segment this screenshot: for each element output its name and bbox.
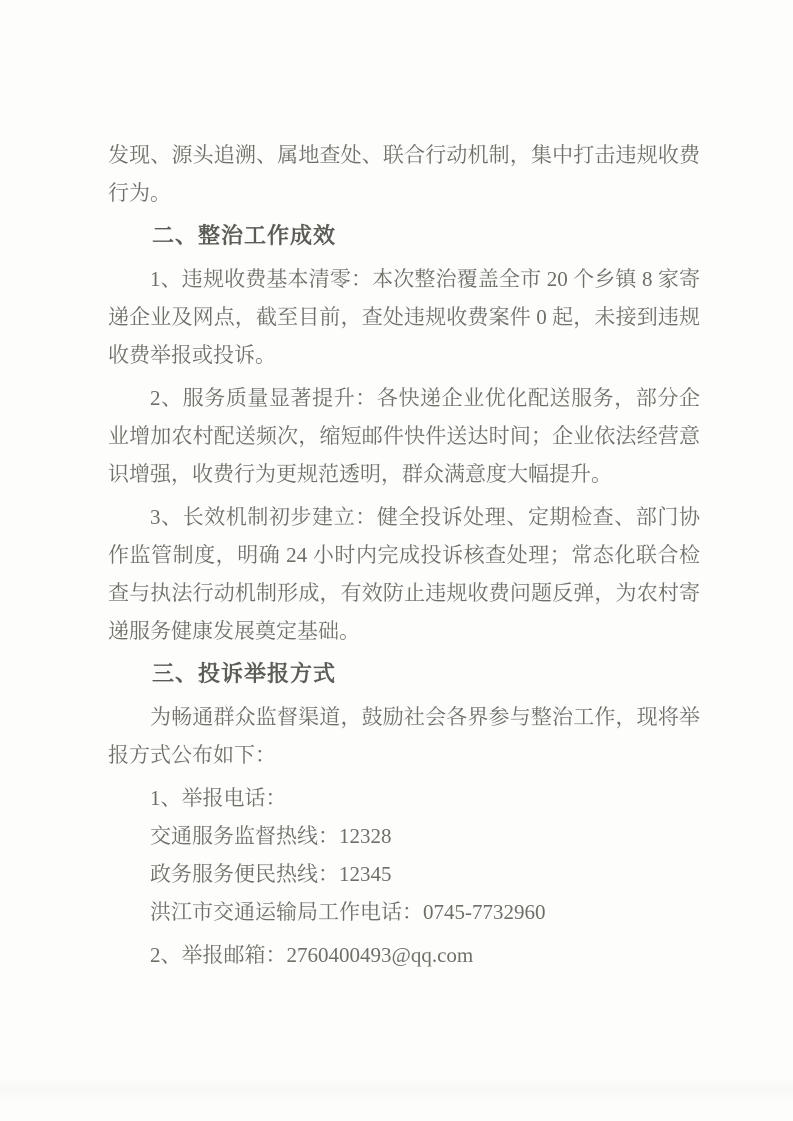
para-service-quality-line: 2、服务质量显著提升：各快递企业优化配送服务，部分企: [150, 386, 700, 410]
document-text-block: [108, 136, 700, 974]
para-announcement-line: 报方式公布如下：: [108, 743, 276, 767]
para-long-term-mechanism-line: 查与执法行动机制形成，有效防止违规收费问题反弹，为农村寄: [108, 581, 700, 605]
para-service-quality-line: 业增加农村配送频次，缩短邮件快件送达时间；企业依法经营意: [108, 424, 700, 448]
para-long-term-mechanism-line: 递服务健康发展奠定基础。: [108, 619, 360, 643]
body-line-paragraph-end: 行为。: [108, 181, 171, 205]
para-long-term-mechanism-line: 3、长效机制初步建立：健全投诉处理、定期检查、部门协: [150, 505, 700, 529]
report-phone-label-line: 1、举报电话：: [150, 786, 287, 810]
scan-artifact-band: [0, 1077, 793, 1103]
section-heading-complaint-channels: 三、投诉举报方式: [152, 661, 337, 686]
hotline-12345-line: 政务服务便民热线：12345: [150, 862, 392, 886]
para-service-quality-line: 识增强，收费行为更规范透明，群众满意度大幅提升。: [108, 462, 612, 486]
report-email-line: 2、举报邮箱：2760400493@qq.com: [150, 943, 474, 967]
bureau-phone-line: 洪江市交通运输局工作电话：0745-7732960: [150, 900, 546, 924]
para-fee-zero-line: 递企业及网点，截至目前，查处违规收费案件 0 起，未接到违规: [108, 305, 700, 329]
para-announcement-line: 为畅通群众监督渠道，鼓励社会各界参与整治工作，现将举: [150, 705, 700, 729]
para-long-term-mechanism-line: 作监管制度，明确 24 小时内完成投诉核查处理；常态化联合检: [108, 543, 700, 567]
section-heading-work-results: 二、整治工作成效: [152, 223, 337, 248]
hotline-12328-line: 交通服务监督热线：12328: [150, 824, 392, 848]
para-fee-zero-line: 收费举报或投诉。: [108, 343, 276, 367]
body-line-continuation: 发现、源头追溯、属地查处、联合行动机制，集中打击违规收费: [108, 143, 700, 167]
para-fee-zero-line: 1、违规收费基本清零：本次整治覆盖全市 20 个乡镇 8 家寄: [150, 267, 700, 291]
